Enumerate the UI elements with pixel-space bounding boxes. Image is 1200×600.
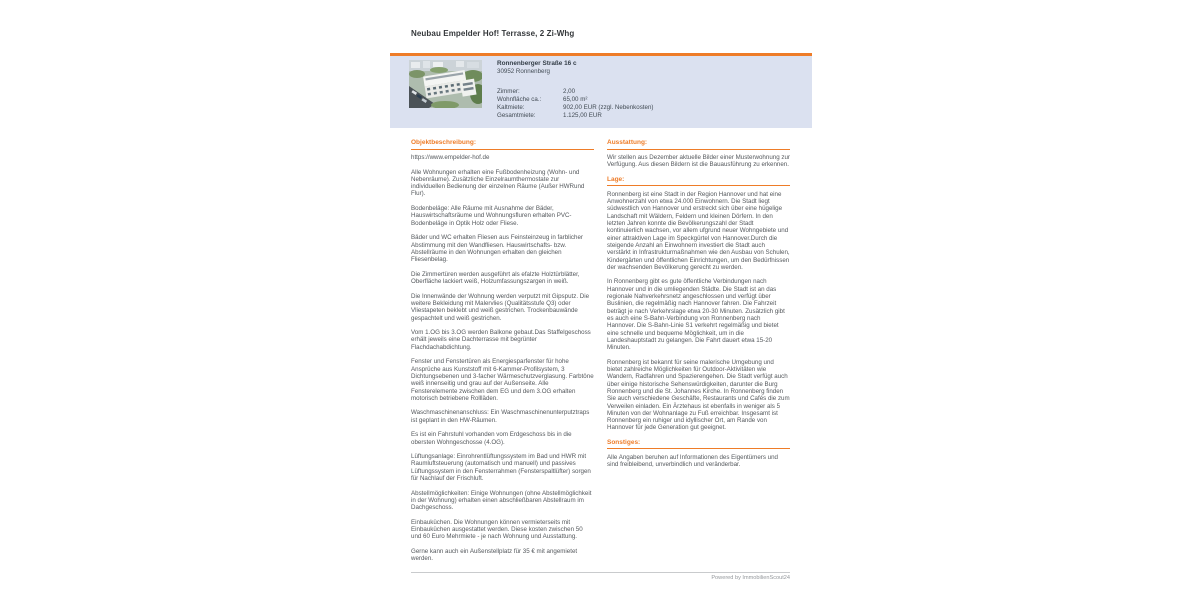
- detail-label: Kaltmiete:: [497, 104, 525, 111]
- body-paragraph: Waschmaschinenanschluss: Ein Waschmaschinenunterputztraps ist geplant in den HW-Räumen.: [411, 409, 590, 424]
- objektbeschreibung-body: [411, 154, 594, 563]
- detail-value: 1.125,00 EUR: [563, 112, 602, 119]
- key-facts-table: [497, 88, 787, 120]
- body-paragraph: Die Zimmertüren werden ausgeführt als efalzte Holztürblätter, Oberfläche lackiert weiß, Holzumfassungszargen in weiß.: [411, 270, 580, 286]
- footer-divider: [411, 572, 790, 573]
- detail-row: [497, 112, 787, 120]
- body-paragraph: Abstellmöglichkeiten: Einige Wohnungen (ohne Abstellmöglichkeit in der Wohnung) erhalten einen abschließbaren Abstellraum im Dachgeschoss.: [411, 489, 592, 512]
- section-heading-ausstattung: Ausstattung:: [607, 139, 790, 150]
- body-paragraph: Einbauküchen. Die Wohnungen können vermieterseits mit Einbauküchen ausgestattet werden. Diese kosten zwischen 50 und 60 Euro Mehrmiete - je nach Wohnung und Ausstattung.: [411, 518, 583, 541]
- body-paragraph: Ronnenberg ist bekannt für seine malerische Umgebung und bietet zahlreiche Möglichkeiten für Outdoor-Aktivitäten wie Wandern, Radfahren und Spazierengehen. Die Stadt verfügt auch über einige historische Sehenswürdigkeiten, darunter die Burg Ronnenberg und die St. Johannes Kirche. In Ronnenberg finden Sie auch verschiedene Geschäfte, Restaurants und Cafés die zum Verweilen einladen. Ein Ärztehaus ist ebenfalls in weniger als 5 Minuten von der Wohnanlage zu Fuß erreichbar. Insgesamt ist Ronnenberg ein ruhiger und idyllischer Ort, am Rande von Hannover für jede Generation gut geeignet.: [607, 358, 790, 432]
- footer: [411, 572, 790, 582]
- body-paragraph: Lüftungsanlage: Einrohrentlüftungssystem im Bad und HWR mit Raumluftsteuerung (automatisch und manuell) und passives Lüftungssystem in den Fensterrahmen (Fensterspaltlüfter) sorgen für Nachlauf der Frischluft.: [411, 453, 591, 483]
- listing-title: Neubau Empelder Hof! Terrasse, 2 Zi-Whg: [411, 29, 575, 38]
- body-paragraph: Gerne kann auch ein Außenstellplatz für 35 € mit angemietet werden.: [411, 548, 578, 563]
- right-column-sections: [607, 139, 790, 570]
- detail-row: [497, 104, 787, 112]
- building-aerial-illustration: [409, 60, 482, 108]
- property-photo: [409, 60, 482, 108]
- address-city: 30952 Ronnenberg: [497, 68, 550, 75]
- property-summary-card: [390, 56, 812, 129]
- body-paragraph: Bodenbeläge: Alle Räume mit Ausnahme der Bäder, Hauswirtschaftsräume und Wohnungsfluren erhalten PVC-Bodenbeläge in Optik Holz oder Fliese.: [411, 205, 572, 227]
- body-paragraph: Fenster und Fenstertüren als Energiesparfenster für hohe Ansprüche aus Kunststoff mit 6-Kammer-Profilsystem, 3 Dichtungsebenen und 3-facher Wärmeschutzverglasung. Farbtöne weiß innenseitig und grau auf der Außenseite. Alle Fensterelemente zwischen dem EG und dem 3.OG erhalten motorisch betriebene Rollläden.: [411, 358, 594, 402]
- detail-label: Gesamtmiete:: [497, 112, 536, 119]
- body-paragraph: Bäder und WC erhalten Fliesen aus Feinsteinzeug in farblicher Abstimmung mit den Wandfliesen. Hauswirtschafts- bzw. Abstellräume in den Wohnungen erhalten den gleichen Fliesenbelag.: [411, 234, 583, 264]
- body-paragraph: Die Innenwände der Wohnung werden verputzt mit Gipsputz. Die weitere Bekleidung mit Malervlies (Qualitätsstufe Q3) oder Vliestapeten beklebt und weiß gestrichen. Trockenbauwände gespachtelt und weiß gestrichen.: [411, 292, 590, 322]
- powered-by-text: Powered by ImmobilienScout24: [711, 575, 790, 581]
- expose-document: [390, 0, 812, 600]
- detail-value: 65,00 m²: [563, 96, 588, 103]
- detail-value: 2,00: [563, 88, 576, 95]
- body-paragraph: Ronnenberg ist eine Stadt in der Region Hannover und hat eine Anwohnerzahl von etwa 24.000 Einwohnern. Die Stadt liegt südwestlich von Hannover und erstreckt sich über eine hügelige Landschaft mit Wäldern, Feldern und kleinen Dörfern. In den letzten Jahren konnte die Bevölkerungszahl der Stadt kontinuierlich wachsen, vor allem ufgrund neuer Wohngebiete und einer attraktiven Lage im Speckgürtel von Hannover.Durch die steigende Anzahl an Einwohnern investiert die Stadt auch verstärkt in Infrastrukturmaßnahmen wie den Ausbau von Schulen, Kindergärten und öffentlichen Einrichtungen, um den Bedürfnissen der wachsenden Bevölkerung gerecht zu werden.: [607, 190, 790, 271]
- content-columns: [390, 139, 812, 570]
- body-paragraph: Alle Wohnungen erhalten eine Fußbodenheizung (Wohn- und Nebenräume). Zusätzliche Einzelraumthermostate zur individuellen Bedienung der einzelnen Räume (Außer HWRund Flur).: [411, 168, 585, 198]
- body-paragraph: Alle Angaben beruhen auf Informationen des Eigentümers und sind freibleibend, unverbindlich und veränderbar.: [607, 453, 778, 469]
- section-heading-lage: Lage:: [607, 176, 790, 187]
- website-url[interactable]: https://www.empelder-hof.de: [411, 154, 490, 161]
- body-paragraph: Wir stellen aus Dezember aktuelle Bilder einer Musterwohnung zur Verfügung. Aus diesen Bildern ist die Bauausführung zu erkennen.: [607, 154, 790, 169]
- summary-info: [497, 60, 787, 120]
- section-heading-objektbeschreibung: Objektbeschreibung:: [411, 139, 594, 150]
- section-objektbeschreibung: [411, 139, 594, 570]
- detail-label: Wohnfläche ca.:: [497, 96, 542, 103]
- body-paragraph: Es ist ein Fahrstuhl vorhanden vom Erdgeschoss bis in die obersten Wohngeschosse (4.OG).: [411, 431, 572, 446]
- detail-label: Zimmer:: [497, 88, 520, 95]
- body-paragraph: In Ronnenberg gibt es gute öffentliche Verbindungen nach Hannover und in die umliegenden Städte. Die Stadt ist an das regionale Nahverkehrsnetz angeschlossen und verfügt über Buslinien, die regelmäßig nach Hannover fahren. Die Fahrzeit beträgt je nach Verkehrslage etwa 20-30 Minuten. Zusätzlich gibt es auch eine S-Bahn-Verbindung von Ronnenberg nach Hannover. Die S-Bahn-Linie S1 verkehrt regelmäßig und bietet eine schnelle und bequeme Möglichkeit, um in die Landeshauptstadt zu gelangen. Die Fahrt dauert etwa 15-20 Minuten.: [607, 278, 785, 352]
- section-heading-sonstiges: Sonstiges:: [607, 439, 790, 450]
- detail-row: [497, 96, 787, 104]
- body-paragraph: Vom 1.OG bis 3.OG werden Balkone gebaut.Das Staffelgeschoss erhält jeweils eine Dachterrasse mit begrünter Flachdachabdichtung.: [411, 329, 591, 351]
- address-street: Ronnenberger Straße 16 c: [497, 60, 577, 67]
- detail-value: 902,00 EUR (zzgl. Nebenkosten): [563, 104, 654, 111]
- detail-row: [497, 88, 787, 96]
